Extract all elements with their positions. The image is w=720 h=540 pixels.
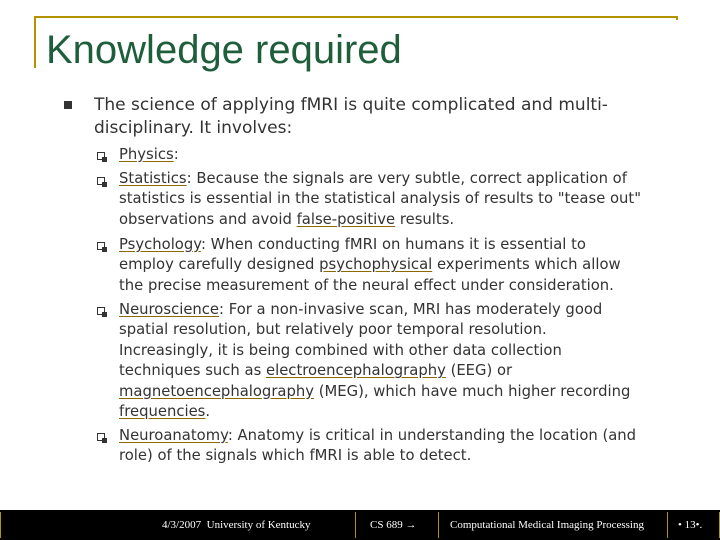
term-link[interactable]: psychophysical: [319, 256, 433, 274]
term-link[interactable]: Statistics: [119, 170, 187, 187]
term-link[interactable]: frequencies: [119, 403, 206, 421]
intro-paragraph: [94, 94, 694, 140]
item-text: :: [173, 146, 179, 163]
footer-university: University of Kentucky: [206, 519, 311, 531]
item-text: statistics is essential in the statistical analysis of results to "tease out": [119, 190, 642, 208]
item-text: : Anatomy is critical in understanding the location (and: [227, 427, 637, 444]
item-text: role) of the signals which fMRI is able to detect.: [119, 447, 472, 465]
footer-date: 4/3/2007: [162, 519, 202, 531]
term-link[interactable]: Physics: [119, 146, 174, 163]
item-text: .: [205, 403, 211, 421]
item-text: : When conducting fMRI on humans it is essential to: [200, 236, 586, 253]
item-physics: [119, 145, 679, 165]
term-link[interactable]: Psychology: [119, 236, 201, 253]
item-text: : For a non-invasive scan, MRI has moderately good: [219, 301, 603, 318]
item-text: (MEG), which have much higher recording: [314, 382, 631, 400]
checkbox-bullet-icon: [97, 307, 105, 315]
title-frame-top: [34, 16, 678, 18]
footer-course: CS 689 →: [370, 519, 417, 531]
square-bullet-icon: [64, 101, 72, 109]
item-text: experiments which allow: [432, 256, 621, 274]
checkbox-bullet-icon: [97, 177, 105, 185]
term-link[interactable]: Neuroanatomy: [119, 427, 228, 444]
item-neuroanatomy: [119, 426, 679, 467]
item-text: : Because the signals are very subtle, correct application of: [186, 170, 627, 187]
term-link[interactable]: magnetoencephalography: [119, 382, 315, 400]
term-link[interactable]: Neuroscience: [119, 301, 220, 318]
item-text: techniques such as: [119, 362, 266, 380]
item-text: observations and avoid: [119, 210, 297, 228]
checkbox-bullet-icon: [97, 433, 105, 441]
item-text: (EEG) or: [445, 362, 513, 380]
item-neuroscience: [119, 300, 679, 422]
item-text: Increasingly, it is being combined with other data collection: [119, 341, 562, 359]
checkbox-bullet-icon: [97, 152, 105, 160]
item-text: employ carefully designed: [119, 256, 320, 274]
checkbox-bullet-icon: [97, 242, 105, 250]
title-frame-left: [34, 16, 36, 68]
item-text: spatial resolution, but relatively poor temporal resolution.: [119, 321, 547, 339]
footer-course-title: Computational Medical Imaging Processing: [450, 519, 644, 531]
title-frame-right: [676, 16, 678, 20]
item-psychology: [119, 235, 679, 296]
term-link[interactable]: electroencephalography: [265, 362, 446, 380]
term-link[interactable]: false-positive: [296, 210, 396, 228]
intro-line-1: The science of applying fMRI is quite complicated and multi-: [94, 95, 608, 115]
item-text: results.: [395, 210, 455, 228]
item-text: the precise measurement of the neural effect under consideration.: [119, 276, 614, 294]
footer-date-university: [162, 519, 311, 531]
footer-page-number: • 13•.: [678, 519, 703, 531]
intro-line-2: disciplinary. It involves:: [94, 118, 293, 138]
slide-title: Knowledge required: [46, 28, 402, 72]
item-statistics: [119, 169, 679, 230]
slide-footer: [0, 510, 720, 540]
